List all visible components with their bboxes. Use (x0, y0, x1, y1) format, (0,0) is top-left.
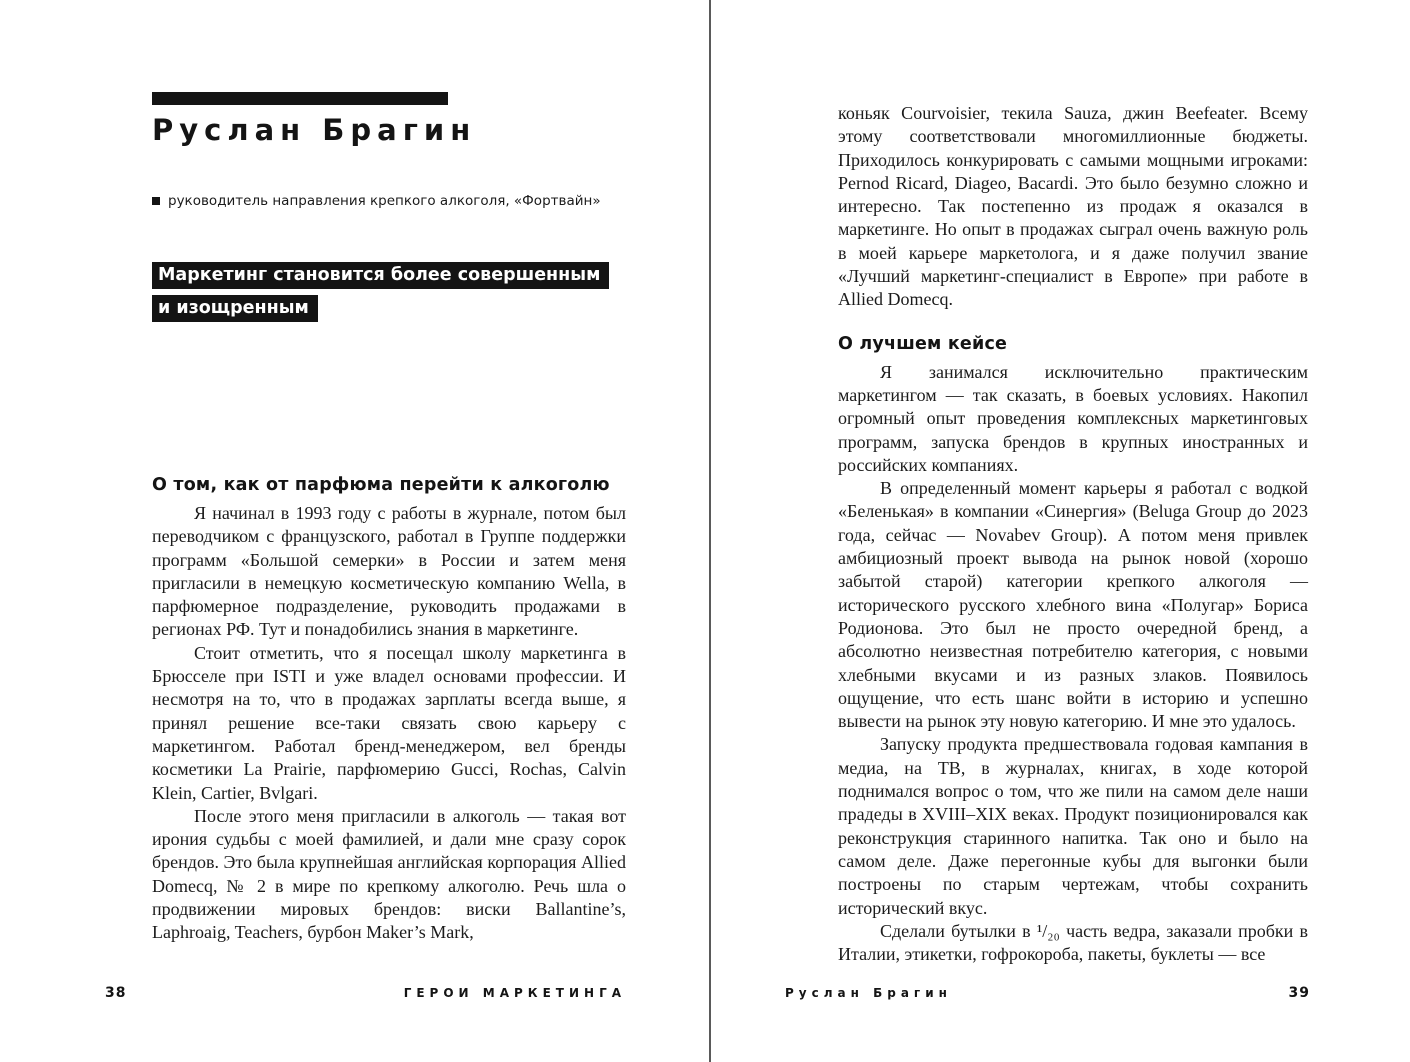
pull-quote-row-1 (152, 262, 626, 289)
left-page-body (152, 502, 626, 945)
pull-quote-line-2: и изощренным (152, 295, 318, 322)
continuation-paragraph: коньяк Courvoisier, текила Sauza, джин Beefeater. Всему этому соответствовали многомиллионные бюджеты. Приходилось конкурировать с самыми мощными игроками: Pernod Ricard, Diageo, Bacardi. Это было безумно сложно и интересно. Так постепенно из продаж я оказался в маркетинге. Но опыт в продажах сыграл очень важную роль в моей карьере маркетолога, и я даже получил звание «Лучший маркетинг-специалист в Европе» при работе в Allied Domecq. (838, 103, 1308, 310)
paragraph: Я начинал в 1993 году с работы в журнале, потом был переводчиком с французского, работал в Группе поддержки программ «Большой семерки» в России и затем меня пригласили в немецкую косметическую компанию Wella, в парфюмерное подразделение, руководить продажами в регионах РФ. Тут и понадобились знания в маркетинге. (152, 503, 626, 640)
left-page-footer (105, 985, 626, 1001)
right-page-number: 39 (1288, 985, 1310, 1001)
section-heading-perfume-to-alcohol: О том, как от парфюма перейти к алкоголю (152, 475, 610, 495)
paragraph: Стоит отметить, что я посещал школу маркетинга в Брюсселе при ISTI и уже владел основами профессии. И несмотря на то, что в продажах зарплаты всегда выше, я принял решение все-таки связать свою карьеру с маркетингом. Работал бренд-менеджером, вел бренды косметики La Prairie, парфюмерию Gucci, Rochas, Calvin Klein, Cartier, Bvlgari. (152, 642, 626, 803)
paragraph: В определенный момент карьеры я работал с водкой «Беленькая» в компании «Синергия» (Beluga Group до 2023 года, сейчас — Novabev Group). А потом меня привлек амбициозный проект вывода на рынок новой (хорошо забытой старой) категории крепкого алкоголя — исторического русского хлебного вина «Полугар» Бориса Родионова. Это был не просто очередной бренд, а абсолютно неизвестная потребителю категория, с новыми хлебными вкусами и из разных злаков. Появилось ощущение, что есть шанс войти в историю и успешно вывести на рынок эту новую категорию. И мне это удалось. (838, 478, 1308, 732)
section-heading-best-case: О лучшем кейсе (838, 333, 1008, 354)
square-bullet-icon (152, 197, 160, 205)
right-running-title: Руслан Брагин (785, 986, 952, 1000)
pull-quote (152, 262, 626, 322)
paragraph: После этого меня пригласили в алкоголь — такая вот ирония судьбы с моей фамилией, и дали мне сразу сорок брендов. Это была крупнейшая английская корпорация Allied Domecq, № 2 в мире по крепкому алкоголю. Речь шла о продвижении мировых брендов: виски Ballantine’s, Laphroaig, Teachers, бурбон Maker’s Mark, (152, 805, 626, 943)
right-page (838, 0, 1308, 966)
author-role-byline (152, 193, 626, 209)
author-role-text: руководитель направления крепкого алкоголя, «Фортвайн» (168, 193, 601, 209)
left-page-number: 38 (105, 985, 127, 1001)
right-page-body (838, 361, 1308, 967)
paragraph: Запуску продукта предшествовала годовая кампания в медиа, на ТВ, в журналах, книгах, в ходе которой поднимался вопрос о том, что же пили на самом деле наши прадеды в XVIII–XIX веках. Продукт позиционировался как реконструкция старинного напитка. Так оно и было на самом деле. Даже перегонные кубы для выгонки были построены по старым чертежам, чтобы сохранить исторический вкус. (838, 734, 1308, 918)
left-running-title: ГЕРОИ МАРКЕТИНГА (403, 986, 626, 1000)
right-page-body-top (838, 102, 1308, 312)
right-page-footer (785, 985, 1310, 1001)
paragraph: Сделали бутылки в ¹/₂₀ часть ведра, заказали пробки в Италии, этикетки, гофрокороба, пакеты, буклеты — все (838, 920, 1308, 965)
pull-quote-line-1: Маркетинг становится более совершенным (152, 262, 609, 289)
title-rule-bar (152, 92, 448, 105)
author-name-heading: Руслан Брагин (152, 113, 477, 147)
left-page (152, 0, 626, 945)
paragraph: Я занимался исключительно практическим маркетингом — так сказать, в боевых условиях. Накопил огромный опыт проведения комплексных маркетинговых программ, запуска брендов в крупных иностранных и российских компаниях. (838, 361, 1308, 475)
pull-quote-row-2 (152, 295, 626, 322)
page-gutter-divider (709, 0, 711, 1062)
